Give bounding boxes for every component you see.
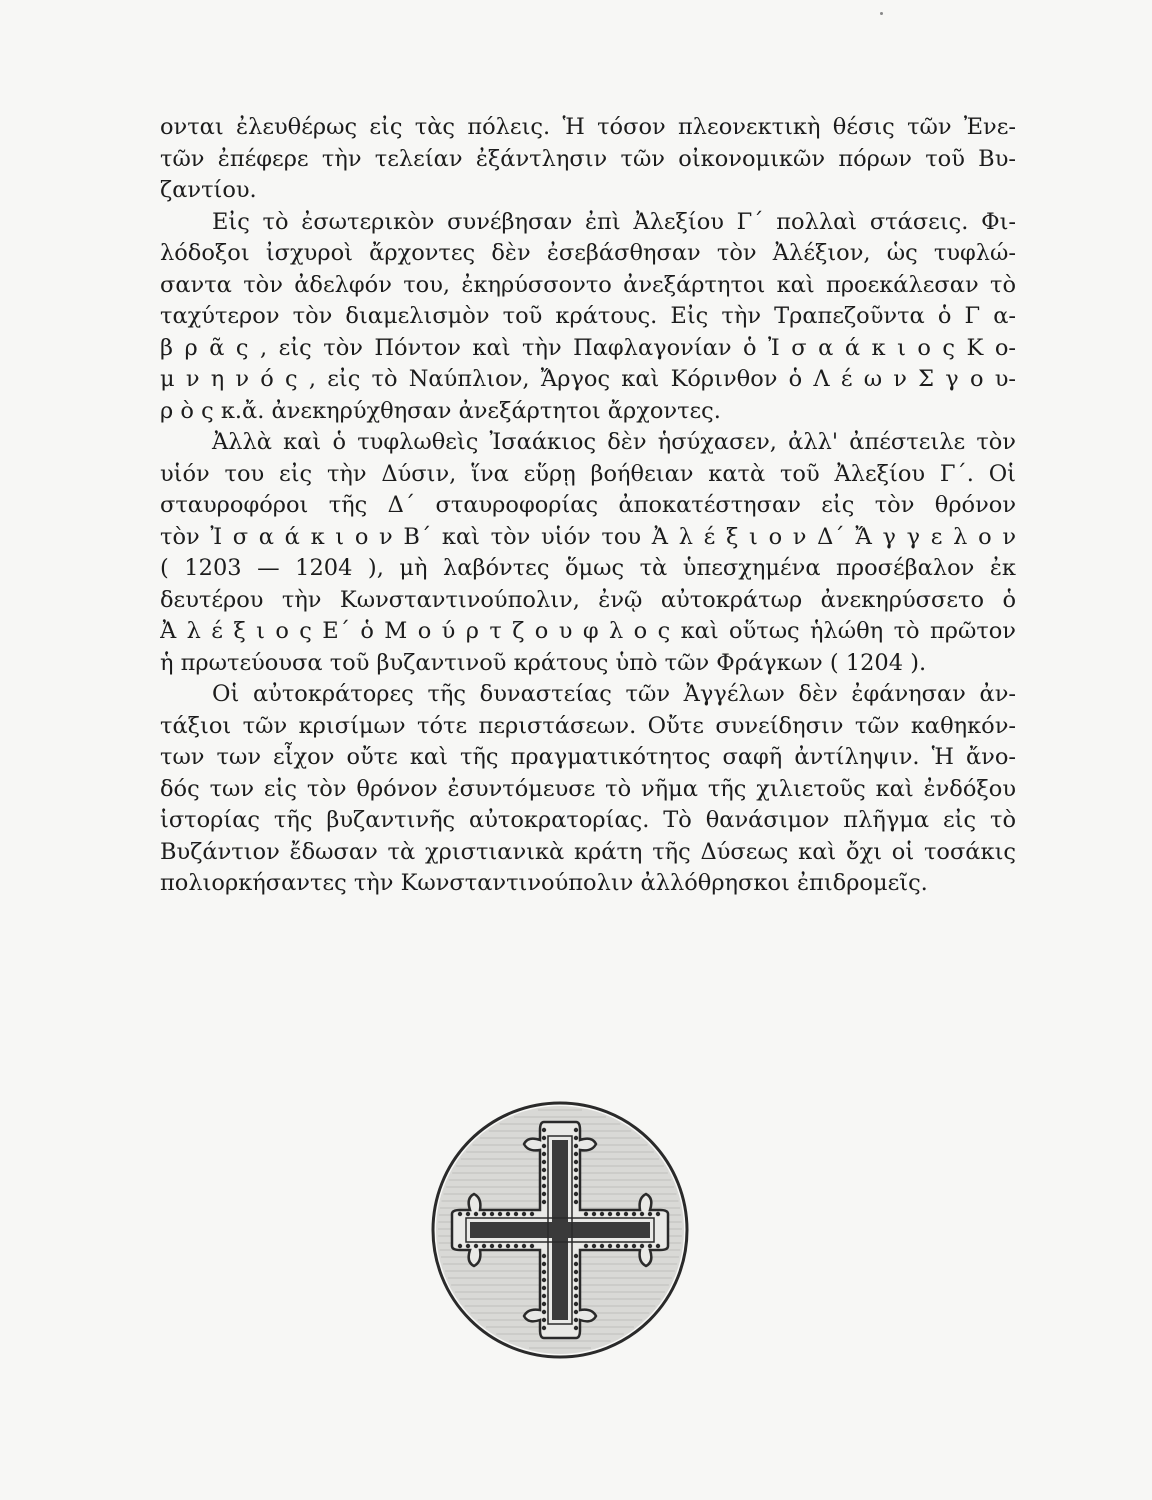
text-line: ἡ πρωτεύουσα τοῦ βυζαντινοῦ κράτους ὑπὸ τῶν Φράγκων ( 1204 ).: [160, 649, 927, 676]
text-line: σταυροφόροι τῆς Δ΄ σταυροφορίας ἀποκατέστησαν εἰς τὸν θρόνον: [160, 492, 1016, 518]
text-line: ( 1203 — 1204 ), μὴ λαβόντες ὅμως τὰ ὑπεσχημένα προσέβαλον ἐκ: [160, 555, 1016, 581]
text-line: ζαντίου.: [160, 177, 257, 203]
text-line: β ρ ᾶ ς , εἰς τὸν Πόντον καὶ τὴν Παφλαγονίαν ὁ Ἰ σ α ά κ ι ο ς Κ ο-: [160, 334, 1016, 361]
print-speck: [880, 12, 883, 15]
text-line: ονται ἐλευθέρως εἰς τὰς πόλεις. Ἡ τόσον πλεονεκτικὴ θέσις τῶν Ἐνε-: [160, 114, 1016, 140]
text-line: πολιορκήσαντες τὴν Κωνσταντινούπολιν ἀλλόθρησκοι ἐπιδρομεῖς.: [160, 870, 928, 896]
text-line: ἱστορίας τῆς βυζαντινῆς αὐτοκρατορίας. Τὸ θανάσιμον πλῆγμα εἰς τὸ: [160, 807, 1016, 833]
text-line: των των εἶχον οὔτε καὶ τῆς πραγματικότητος σαφῆ ἀντίληψιν. Ἡ ἄνο-: [160, 744, 1016, 770]
text-line: τὸν Ἰ σ α ά κ ι ο ν Β΄ καὶ τὸν υἱόν του Ἀ λ έ ξ ι ο ν Δ΄ Ἄ γ γ ε λ ο ν: [160, 523, 1016, 550]
text-line: τῶν ἐπέφερε τὴν τελείαν ἐξάντλησιν τῶν οἰκονομικῶν πόρων τοῦ Βυ-: [160, 145, 1016, 172]
text-line: ρ ὸ ς κ.ἄ. ἀνεκηρύχθησαν ἀνεξάρτητοι ἄρχοντες.: [160, 397, 721, 424]
text-line: Εἰς τὸ ἐσωτερικὸν συνέβησαν ἐπὶ Ἀλεξίου Γ΄ πολλαὶ στάσεις. Φι-: [212, 208, 1016, 235]
text-line: τάξιοι τῶν κρισίμων τότε περιστάσεων. Οὔτε συνείδησιν τῶν καθηκόν-: [160, 712, 1016, 739]
body-text: [160, 112, 1016, 900]
text-line: Ἀ λ έ ξ ι ο ς Ε΄ ὁ Μ ο ύ ρ τ ζ ο υ φ λ ο ς καὶ οὕτως ἡλώθη τὸ πρῶτον: [160, 618, 1016, 644]
text-line: μ ν η ν ό ς , εἰς τὸ Ναύπλιον, Ἄργος καὶ Κόρινθον ὁ Λ έ ω ν Σ γ ο υ-: [160, 366, 1016, 392]
text-line: λόδοξοι ἰσχυροὶ ἄρχοντες δὲν ἐσεβάσθησαν τὸν Ἀλέξιον, ὡς τυφλώ-: [160, 240, 1016, 266]
text-line: δευτέρου τὴν Κωνσταντινούπολιν, ἐνῷ αὐτοκράτωρ ἀνεκηρύσσετο ὁ: [160, 586, 1016, 613]
text-line: Βυζάντιον ἔδωσαν τὰ χριστιανικὰ κράτη τῆς Δύσεως καὶ ὄχι οἱ τοσάκις: [160, 838, 1016, 865]
text-line: Ἀλλὰ καὶ ὁ τυφλωθεὶς Ἰσαάκιος δὲν ἡσύχασεν, ἀλλ' ἀπέστειλε τὸν: [212, 429, 1016, 455]
text-line: δός των εἰς τὸν θρόνον ἐσυντόμευσε τὸ νῆμα τῆς χιλιετοῦς καὶ ἐνδόξου: [160, 775, 1016, 802]
text-line: σαντα τὸν ἀδελφόν του, ἐκηρύσσοντο ἀνεξάρτητοι καὶ προεκάλεσαν τὸ: [160, 271, 1016, 298]
text-line: ταχύτερον τὸν διαμελισμὸν τοῦ κράτους. Εἰς τὴν Τραπεζοῦντα ὁ Γ α-: [160, 303, 1016, 329]
coin-with-cross-icon: [430, 1100, 690, 1360]
text-line: Οἱ αὐτοκράτορες τῆς δυναστείας τῶν Ἀγγέλων δὲν ἐφάνησαν ἀν-: [212, 681, 1016, 707]
text-line: υἱόν του εἰς τὴν Δύσιν, ἵνα εὕρῃ βοήθειαν κατὰ τοῦ Ἀλεξίου Γ΄. Οἱ: [160, 460, 1016, 487]
